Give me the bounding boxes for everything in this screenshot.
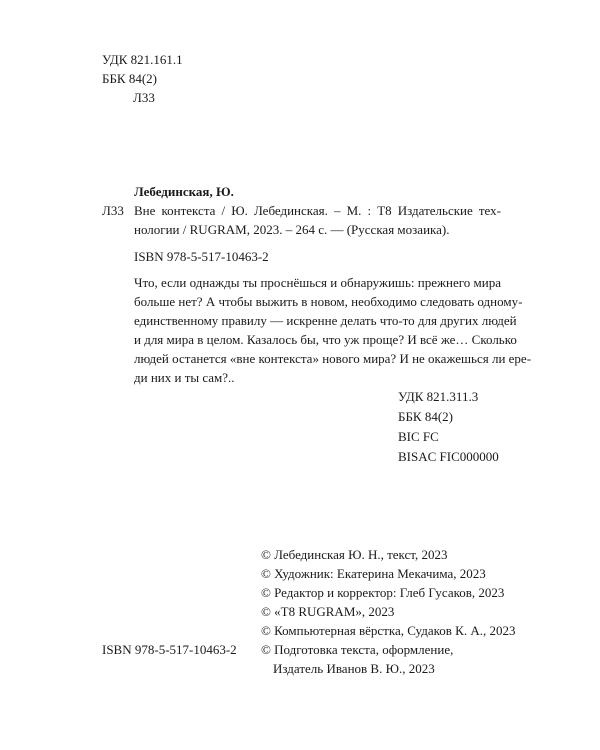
copyright-line: © Подготовка текста, оформление, xyxy=(261,642,454,657)
bib-description xyxy=(134,201,501,239)
bic-code: BIC FC xyxy=(398,429,439,444)
annotation-line: ди них и ты сам?.. xyxy=(134,370,235,385)
copyright-block xyxy=(261,545,515,678)
annotation-line: единственному правилу — искренне делать что-то для других людей xyxy=(134,313,517,328)
annotation-line: людей останется «вне контекста» нового мира? И не окажешься ли ере- xyxy=(134,351,532,366)
udk-code: УДК 821.311.3 xyxy=(398,389,479,404)
copyright-line: Издатель Иванов В. Ю., 2023 xyxy=(273,661,435,676)
copyright-line: © «Т8 RUGRAM», 2023 xyxy=(261,604,395,619)
author-heading: Лебединская, Ю. xyxy=(134,184,234,199)
annotation-line: и для мира в целом. Казалось бы, что уж проще? И всё же… Сколько xyxy=(134,332,517,347)
copyright-line: © Редактор и корректор: Глеб Гусаков, 2023 xyxy=(261,585,505,600)
annotation-line: больше нет? А чтобы выжить в новом, необходимо следовать одному- xyxy=(134,294,523,309)
copyright-line: © Компьютерная вёрстка, Судаков К. А., 2023 xyxy=(261,623,516,638)
annotation xyxy=(134,273,532,387)
bisac-code: BISAC FIC000000 xyxy=(398,449,499,464)
top-codes xyxy=(102,50,183,107)
annotation-line: Что, если однажды ты проснёшься и обнаружишь: прежнего мира xyxy=(134,275,501,290)
author-sign: Л33 xyxy=(133,90,155,105)
bottom-isbn: ISBN 978-5-517-10463-2 xyxy=(102,642,237,657)
bbk-code: ББК 84(2) xyxy=(102,71,158,86)
bib-line: Вне контекста / Ю. Лебединская. – М. : Т8 Издательские тех- xyxy=(134,203,501,218)
bbk-code: ББК 84(2) xyxy=(398,409,454,424)
udk-code: УДК 821.161.1 xyxy=(102,52,183,67)
copyright-line: © Лебединская Ю. Н., текст, 2023 xyxy=(261,547,448,562)
bib-line: нологии / RUGRAM, 2023. – 264 с. — (Русская мозаика). xyxy=(134,222,450,237)
copyright-line: © Художник: Екатерина Мекачима, 2023 xyxy=(261,566,486,581)
bib-author-sign: Л33 xyxy=(102,203,124,218)
classification xyxy=(398,387,499,467)
bib-isbn: ISBN 978-5-517-10463-2 xyxy=(134,249,269,264)
